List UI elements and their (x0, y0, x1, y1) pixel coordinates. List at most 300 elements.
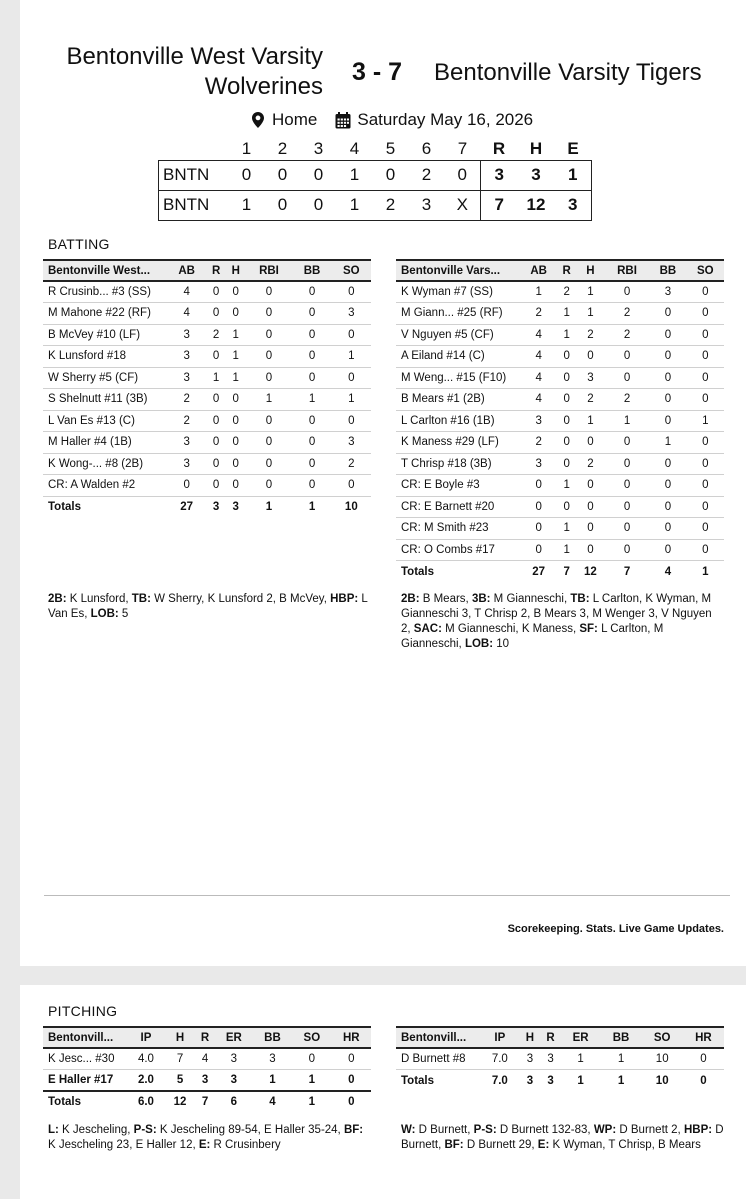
stat-value: 1 (557, 475, 576, 497)
stat-value: 10 (655, 1074, 669, 1087)
inning-runs: 0 (265, 160, 301, 190)
batting-section-title: BATTING (48, 236, 110, 252)
team-column-header: Bentonvill... (396, 1027, 480, 1048)
inning-runs: 0 (229, 160, 265, 190)
calendar-icon (335, 111, 351, 129)
stat-value: 1 (649, 432, 686, 454)
stat-value: 2 (605, 389, 650, 411)
stat-column-header: BB (649, 260, 686, 281)
totals-row (43, 1091, 371, 1113)
stat-value: 0 (292, 432, 331, 454)
note-text: W Sherry, K Lunsford 2, B McVey, (150, 593, 331, 605)
stat-value: 0 (246, 410, 293, 432)
stat-value: 4 (269, 1096, 276, 1109)
player-name: K Lunsford #18 (43, 346, 167, 368)
stat-value: 2 (332, 453, 371, 475)
inning-runs: X (445, 190, 481, 220)
player-row-highlighted (43, 1070, 371, 1092)
stat-value: 4 (520, 324, 557, 346)
stat-value: 4.0 (127, 1048, 165, 1070)
inning-runs: 3 (409, 190, 445, 220)
player-name: S Shelnutt #11 (3B) (43, 389, 167, 411)
stat-value: 3 (576, 367, 605, 389)
stat-column-header: H (520, 1027, 541, 1048)
pitching-header-row (43, 1027, 371, 1048)
away-team-name (3, 42, 323, 102)
home-batting-notes (401, 592, 721, 652)
stat-value: 0 (557, 389, 576, 411)
stat-value: 1 (576, 410, 605, 432)
stat-value: 3 (520, 453, 557, 475)
player-row (43, 281, 371, 303)
note-text: K Lunsford, (66, 593, 132, 605)
note-label: E: (198, 1139, 211, 1151)
stat-value: 0 (206, 475, 226, 497)
boxscore-page-2 (20, 985, 746, 1199)
note-label: TB: (570, 593, 590, 605)
team-column-header: Bentonvill... (43, 1027, 127, 1048)
stat-value: 0 (292, 346, 331, 368)
inning-runs: 2 (373, 190, 409, 220)
stat-value: 0 (687, 539, 724, 561)
game-header (20, 42, 746, 108)
stat-value: 27 (180, 501, 194, 513)
total-errors: 3 (555, 190, 592, 220)
stat-value: 0 (226, 410, 246, 432)
player-row (396, 518, 724, 540)
stat-value: 0 (292, 367, 331, 389)
line-score-row-away (159, 160, 592, 190)
stat-column-header: SO (642, 1027, 683, 1048)
stat-value: 0 (605, 453, 650, 475)
team-abbr: BNTN (159, 190, 229, 220)
stat-value: 0 (576, 496, 605, 518)
inning-runs: 2 (409, 160, 445, 190)
stat-value: 10 (344, 501, 358, 513)
player-row (396, 346, 724, 368)
stat-column-header: ER (561, 1027, 601, 1048)
stat-value: 0 (206, 281, 226, 303)
stat-value: 2 (605, 303, 650, 325)
stat-value: 3 (167, 346, 206, 368)
stat-value: 1 (246, 389, 293, 411)
stat-value: 1 (702, 565, 709, 578)
stat-value: 0 (246, 303, 293, 325)
stat-value: 0 (576, 518, 605, 540)
stat-value: 3 (332, 432, 371, 454)
player-row (396, 475, 724, 497)
stat-value: 0 (605, 475, 650, 497)
note-label: 3B: (471, 593, 491, 605)
player-name: Totals (401, 1074, 435, 1087)
stat-value: 1 (557, 518, 576, 540)
stat-value: 0 (520, 539, 557, 561)
stat-value: 3 (215, 1070, 253, 1092)
player-name: A Eiland #14 (C) (396, 346, 520, 368)
stat-column-header: RBI (605, 260, 650, 281)
player-row (396, 1048, 724, 1070)
player-row (396, 453, 724, 475)
stat-value: 5 (165, 1070, 195, 1092)
stat-value: 1 (687, 410, 724, 432)
hits-header: H (529, 138, 543, 158)
stat-value: 0 (576, 432, 605, 454)
away-team-line-2: Wolverines (204, 73, 323, 100)
player-name: V Nguyen #5 (CF) (396, 324, 520, 346)
stat-value: 1 (226, 346, 246, 368)
player-name: K Maness #29 (LF) (396, 432, 520, 454)
player-name: D Burnett #8 (396, 1048, 480, 1070)
inning-header: 3 (313, 138, 324, 158)
stat-column-header: IP (480, 1027, 520, 1048)
stat-value: 1 (600, 1048, 641, 1070)
stat-value: 0 (649, 518, 686, 540)
note-label: TB: (131, 593, 151, 605)
stat-value: 0 (520, 518, 557, 540)
inning-runs: 0 (445, 160, 481, 190)
stat-value: 1 (292, 389, 331, 411)
stat-value: 0 (605, 367, 650, 389)
inning-runs: 1 (229, 190, 265, 220)
pitching-section-title: PITCHING (48, 1003, 118, 1019)
stat-value: 0 (683, 1048, 724, 1070)
note-text: K Jescheling, (58, 1124, 134, 1136)
stat-value: 3 (232, 501, 239, 513)
note-label: LOB: (464, 638, 494, 650)
stat-value: 0 (246, 453, 293, 475)
stat-value: 0 (206, 432, 226, 454)
stat-value: 1 (557, 303, 576, 325)
note-text: L Carlton, M Gianneschi, (401, 623, 664, 650)
stat-value: 1 (520, 281, 557, 303)
stat-value: 0 (687, 324, 724, 346)
note-text: L Van Es, (48, 593, 368, 620)
stat-value: 0 (687, 432, 724, 454)
stat-value: 1 (561, 1048, 601, 1070)
runs-header: R (492, 138, 506, 158)
stat-value: 0 (649, 389, 686, 411)
total-runs: 7 (481, 190, 518, 220)
stat-value: 2 (576, 324, 605, 346)
stat-value: 0 (687, 281, 724, 303)
home-pitching-notes (401, 1123, 731, 1153)
player-name: M Haller #4 (1B) (43, 432, 167, 454)
stat-value: 3 (520, 410, 557, 432)
stat-value: 6 (230, 1096, 238, 1109)
stat-value: 0 (605, 518, 650, 540)
team-column-header: Bentonville Vars... (396, 260, 520, 281)
stat-value: 0 (246, 281, 293, 303)
stat-column-header: R (206, 260, 226, 281)
inning-header: 1 (241, 138, 252, 158)
note-text: D Burnett, (415, 1124, 474, 1136)
stat-value: 1 (226, 367, 246, 389)
stat-value: 0 (576, 346, 605, 368)
stat-value: 0 (687, 346, 724, 368)
stat-value: 0 (520, 496, 557, 518)
stat-value: 0 (687, 475, 724, 497)
stat-value: 2 (576, 389, 605, 411)
line-score-table (158, 138, 592, 221)
line-score-header (159, 138, 592, 160)
stat-value: 3 (212, 501, 220, 513)
inning-runs: 0 (265, 190, 301, 220)
stat-column-header: BB (292, 260, 331, 281)
stat-column-header: RBI (246, 260, 293, 281)
stat-value: 0 (649, 324, 686, 346)
stat-value: 3 (167, 453, 206, 475)
home-pitching-table (396, 1026, 724, 1091)
stat-value: 10 (642, 1048, 683, 1070)
player-name: CR: O Combs #17 (396, 539, 520, 561)
stat-value: 1 (576, 303, 605, 325)
inning-header: 4 (349, 138, 360, 158)
note-label: WP: (593, 1124, 617, 1136)
player-name: E Haller #17 (43, 1070, 127, 1092)
player-row (43, 324, 371, 346)
player-row (396, 281, 724, 303)
stat-value: 0 (206, 389, 226, 411)
stat-value: 3 (253, 1048, 292, 1070)
stat-value: 3 (167, 367, 206, 389)
player-name: L Van Es #13 (C) (43, 410, 167, 432)
stat-column-header: BB (253, 1027, 292, 1048)
stat-value: 0 (332, 475, 371, 497)
player-name: R Crusinb... #3 (SS) (43, 281, 167, 303)
stat-value: 7 (165, 1048, 195, 1070)
stat-value: 4 (195, 1048, 215, 1070)
home-batting-table (396, 259, 724, 582)
player-name: W Sherry #5 (CF) (43, 367, 167, 389)
player-name: K Jesc... #30 (43, 1048, 127, 1070)
footer-divider (44, 895, 730, 896)
stat-value: 0 (649, 410, 686, 432)
stat-value: 0 (649, 453, 686, 475)
stat-value: 12 (583, 565, 597, 578)
errors-header: E (567, 138, 579, 158)
stat-value: 0 (332, 281, 371, 303)
final-score: 3 - 7 (352, 58, 403, 86)
stat-column-header: R (540, 1027, 561, 1048)
player-name: M Weng... #15 (F10) (396, 367, 520, 389)
player-row (396, 367, 724, 389)
inning-runs: 1 (337, 160, 373, 190)
player-row (43, 346, 371, 368)
stat-value: 0 (292, 303, 331, 325)
game-meta (250, 110, 533, 130)
stat-value: 1 (253, 1070, 292, 1092)
note-text: K Wyman, T Chrisp, B Mears (549, 1139, 701, 1151)
stat-value: 0 (687, 496, 724, 518)
stat-value: 0 (226, 475, 246, 497)
stat-column-header: R (557, 260, 576, 281)
stat-value: 0 (226, 389, 246, 411)
stat-value: 1 (332, 389, 371, 411)
pitching-header-row (396, 1027, 724, 1048)
stat-value: 4 (520, 346, 557, 368)
stat-value: 0 (332, 324, 371, 346)
stat-column-header: IP (127, 1027, 165, 1048)
note-text: L Carlton, K Wyman, M Gianneschi 3, T Chrisp 2, B Mears 3, M Wenger 3, V Nguyen 2, (401, 593, 712, 635)
stat-value: 2 (520, 432, 557, 454)
stat-value: 1 (206, 367, 226, 389)
note-text: 5 (118, 608, 129, 620)
stat-value: 2 (576, 453, 605, 475)
stat-column-header: SO (687, 260, 724, 281)
map-pin-icon (250, 111, 266, 129)
stat-value: 0 (206, 346, 226, 368)
stat-value: 3 (540, 1048, 561, 1070)
batting-header-row (43, 260, 371, 281)
stat-value: 3 (526, 1074, 534, 1087)
note-label: W: (401, 1124, 416, 1136)
inning-header: 5 (385, 138, 396, 158)
note-label: P-S: (473, 1124, 497, 1136)
stat-value: 3 (167, 432, 206, 454)
stat-value: 0 (206, 410, 226, 432)
player-name: Totals (48, 501, 82, 513)
inning-header: 7 (457, 138, 468, 158)
note-label: BF: (343, 1124, 364, 1136)
away-team-line-1: Bentonville West Varsity (66, 43, 323, 70)
stat-value: 0 (576, 539, 605, 561)
note-label: SF: (579, 623, 598, 635)
player-row (396, 324, 724, 346)
batting-header-row (396, 260, 724, 281)
note-label: HBP: (330, 593, 359, 605)
note-text: R Crusinbery (210, 1139, 281, 1151)
stat-value: 0 (576, 475, 605, 497)
stat-value: 0 (557, 410, 576, 432)
stat-value: 1 (605, 410, 650, 432)
player-row (43, 303, 371, 325)
stat-column-header: HR (683, 1027, 724, 1048)
stat-value: 0 (687, 389, 724, 411)
stat-column-header: R (195, 1027, 215, 1048)
stat-value: 1 (576, 281, 605, 303)
team-column-header: Bentonville West... (43, 260, 167, 281)
stat-value: 0 (226, 432, 246, 454)
away-pitching-notes (48, 1123, 373, 1153)
stat-value: 0 (649, 303, 686, 325)
stat-column-header: BB (600, 1027, 641, 1048)
stat-value: 0 (332, 367, 371, 389)
note-label: BF: (444, 1139, 464, 1151)
player-name: B Mears #1 (2B) (396, 389, 520, 411)
stat-value: 2 (605, 324, 650, 346)
player-name: K Wong-... #8 (2B) (43, 453, 167, 475)
stat-column-header: SO (292, 1027, 331, 1048)
stat-value: 0 (649, 496, 686, 518)
player-row (396, 410, 724, 432)
stat-value: 0 (246, 324, 293, 346)
stat-value: 3 (215, 1048, 253, 1070)
stat-value: 0 (605, 496, 650, 518)
stat-value: 0 (332, 410, 371, 432)
stat-value: 4 (664, 565, 672, 578)
stat-value: 0 (605, 539, 650, 561)
player-name: M Giann... #25 (RF) (396, 303, 520, 325)
stat-value: 0 (557, 496, 576, 518)
inning-header: 6 (421, 138, 432, 158)
stat-value: 0 (605, 346, 650, 368)
note-text: D Burnett 132-83, (496, 1124, 594, 1136)
inning-runs: 0 (373, 160, 409, 190)
stat-column-header: SO (332, 260, 371, 281)
note-label: HBP: (683, 1124, 713, 1136)
totals-row (396, 561, 724, 583)
stat-value: 1 (265, 501, 273, 513)
stat-value: 0 (605, 281, 650, 303)
stat-value: 1 (226, 324, 246, 346)
player-name: L Carlton #16 (1B) (396, 410, 520, 432)
stat-value: 3 (332, 303, 371, 325)
stat-column-header: AB (520, 260, 557, 281)
stat-value: 3 (649, 281, 686, 303)
stat-value: 0 (687, 367, 724, 389)
player-name: CR: A Walden #2 (43, 475, 167, 497)
player-row (43, 367, 371, 389)
stat-value: 0 (557, 346, 576, 368)
stat-column-header: AB (167, 260, 206, 281)
note-text: M Gianneschi, (490, 593, 571, 605)
player-name: T Chrisp #18 (3B) (396, 453, 520, 475)
stat-value: 0 (700, 1074, 707, 1087)
team-abbr: BNTN (159, 160, 229, 190)
footer-tagline: Scorekeeping. Stats. Live Game Updates. (507, 923, 724, 935)
player-row (43, 453, 371, 475)
stat-value: 3 (195, 1070, 215, 1092)
totals-row (396, 1070, 724, 1092)
inning-header: 2 (277, 138, 288, 158)
game-date: Saturday May 16, 2026 (357, 110, 534, 129)
note-text: B Mears, (419, 593, 472, 605)
stat-value: 0 (687, 453, 724, 475)
stat-value: 0 (557, 453, 576, 475)
note-label: SAC: (413, 623, 442, 635)
stat-value: 1 (308, 501, 316, 513)
stat-value: 0 (348, 1096, 355, 1109)
away-batting-notes (48, 592, 368, 622)
stat-value: 0 (292, 324, 331, 346)
note-text: K Jescheling 23, E Haller 12, (48, 1139, 199, 1151)
stat-value: 0 (246, 432, 293, 454)
stat-value: 0 (332, 1070, 371, 1092)
player-row (43, 389, 371, 411)
stat-value: 27 (532, 565, 546, 578)
stat-value: 0 (292, 475, 331, 497)
stat-value: 0 (520, 475, 557, 497)
total-hits: 12 (518, 190, 555, 220)
total-errors: 1 (555, 160, 592, 190)
note-label: 2B: (401, 593, 420, 605)
stat-value: 0 (226, 303, 246, 325)
player-row (43, 475, 371, 497)
stat-column-header: HR (332, 1027, 371, 1048)
away-pitching-table (43, 1026, 371, 1113)
stat-value: 3 (520, 1048, 541, 1070)
stat-value: 0 (292, 1048, 331, 1070)
stat-value: 0 (206, 453, 226, 475)
stat-value: 0 (649, 346, 686, 368)
stat-value: 6.0 (137, 1096, 154, 1109)
note-text: 10 (493, 638, 510, 650)
stat-value: 1 (292, 1070, 331, 1092)
stat-value: 12 (173, 1096, 187, 1109)
player-name: M Mahone #22 (RF) (43, 303, 167, 325)
stat-value: 0 (557, 432, 576, 454)
player-row (43, 410, 371, 432)
